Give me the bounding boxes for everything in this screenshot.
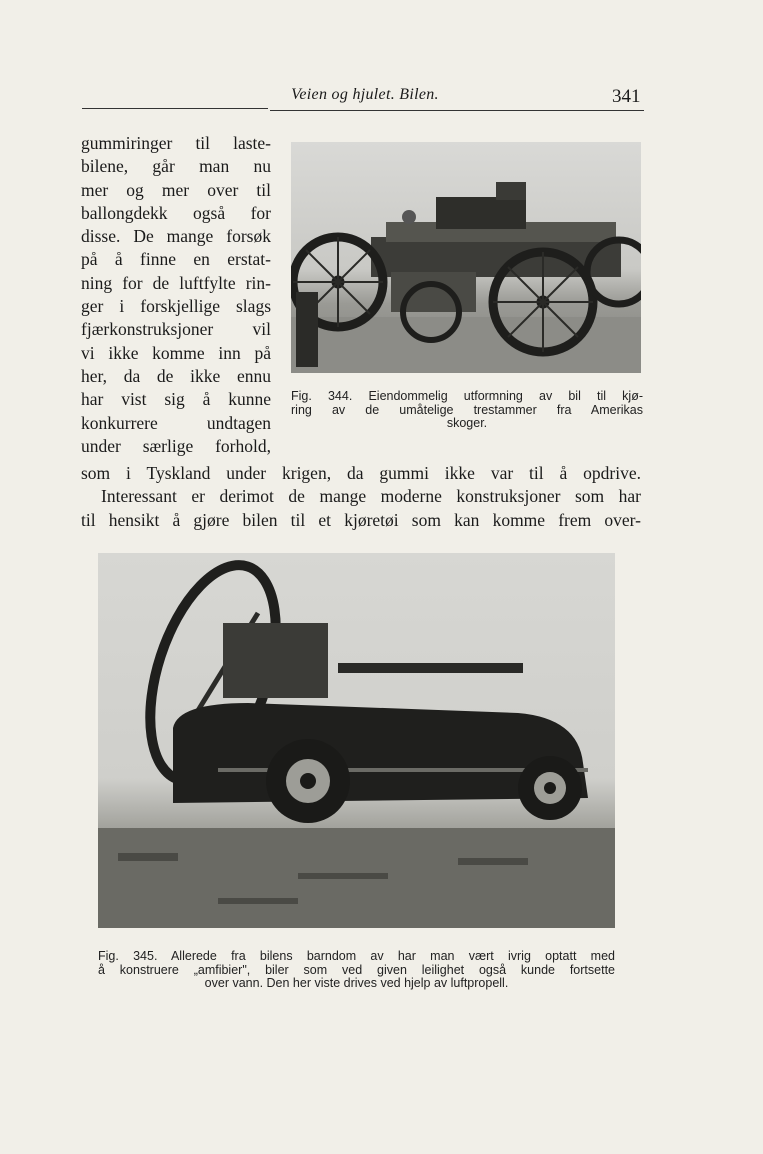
text-line: bilene, går man nu [81,156,271,177]
running-head: Veien og hjulet. Bilen. [291,86,439,103]
propeller-car-illustration [98,553,615,928]
figure-345-photo [98,553,615,928]
text-line: her, da de ikke ennu [81,365,271,386]
caption-line: over vann. Den her viste drives ved hjelp av luftpropell. [204,976,509,990]
text-line: Interessant er derimot de mange moderne konstruksjoner som har [101,486,641,507]
caption-line: skoger. [446,416,488,430]
figure-345-caption [98,950,615,991]
caption-line: Fig. 344. Eiendommelig utformning av bil til kjø- [291,389,643,403]
text-line: ballongdekk også for [81,202,271,223]
text-line: mer og mer over til [81,179,271,200]
body-full-width-text [81,462,641,532]
caption-line: å konstruere „amfibier", biler som ved given leilighet også kunde fortsette [98,962,615,977]
figure-344-caption [291,390,643,431]
caption-line: ring av de umåtelige trestammer fra Amerikas [291,402,643,417]
figure-344-photo [291,142,641,373]
text-line: har vist sig å kunne [81,389,271,410]
text-line: konkurrere undtagen [81,412,271,433]
header-rule-right [270,110,644,111]
text-line: fjærkonstruksjoner vil [81,319,271,340]
text-line: ning for de luftfylte rin- [81,272,271,293]
text-line: på å finne en erstat- [81,249,271,270]
text-line: under særlige forhold, [81,435,271,456]
header-rule-left [82,108,268,109]
text-line: vi ikke komme inn på [81,342,271,363]
text-line: gummiringer til laste- [81,133,271,153]
body-column-text [81,132,271,458]
text-line: disse. De mange forsøk [81,226,271,247]
text-line: som i Tyskland under krigen, da gummi ikke var til å opdrive. [81,463,641,483]
text-line: til hensikt å gjøre bilen til et kjøretøi som kan komme frem over- [81,509,641,530]
page-number: 341 [612,86,641,107]
caption-line: Fig. 345. Allerede fra bilens barndom av har man vært ivrig optatt med [98,949,615,963]
log-truck-illustration [291,142,641,373]
text-line: ger i forskjellige slags [81,296,271,317]
